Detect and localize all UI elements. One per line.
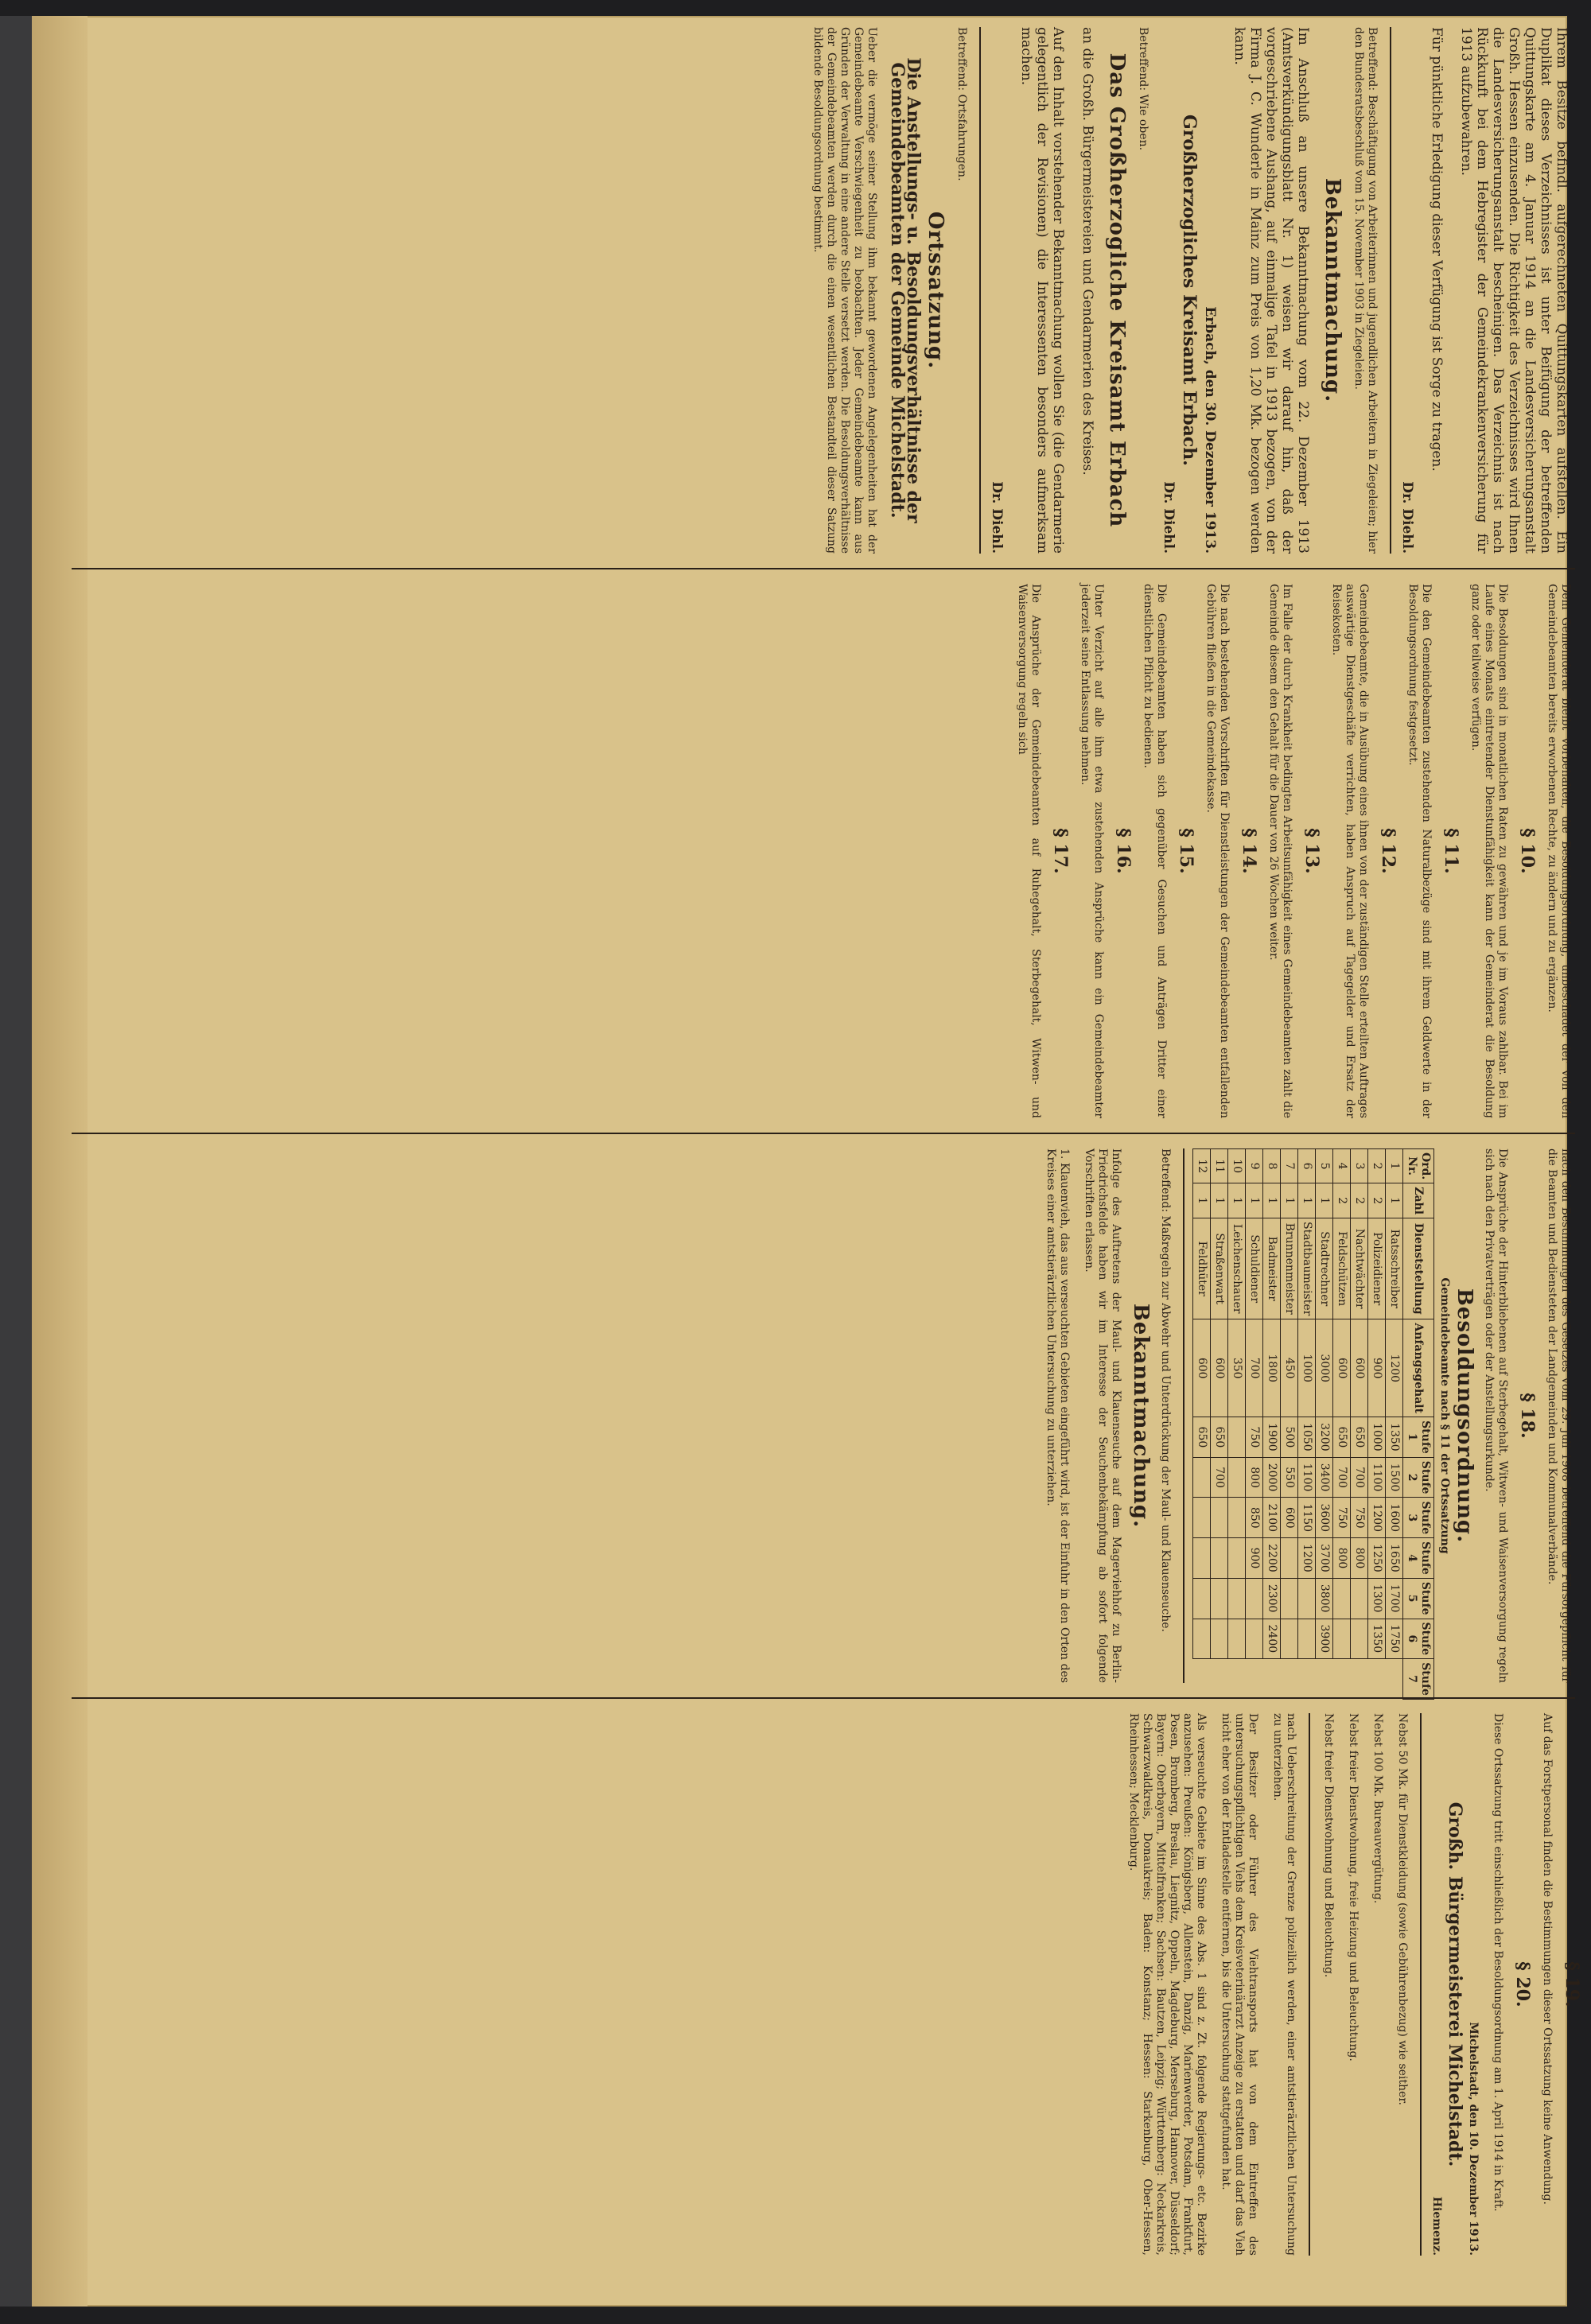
table-cell: 1800: [1263, 1319, 1281, 1417]
table-cell: Nachtwächter: [1351, 1218, 1368, 1319]
table-cell: Schuldiener: [1246, 1218, 1263, 1319]
section-mark: § 17.: [1050, 828, 1071, 874]
table-cell: 1900: [1263, 1417, 1281, 1458]
table-cell: 1200: [1368, 1498, 1386, 1538]
table-cell: Badmeister: [1263, 1218, 1281, 1319]
table-cell: [1281, 1619, 1298, 1659]
table-cell: [1193, 1457, 1211, 1498]
table-cell: Polizeidiener: [1368, 1218, 1386, 1319]
table-cell: [1298, 1578, 1316, 1619]
table-cell: [1193, 1498, 1211, 1538]
table-header-cell: Anfangsgehalt: [1403, 1319, 1434, 1417]
table-cell: 1: [1246, 1183, 1263, 1218]
ordinance-text: Ueber die vermöge seiner Stellung ihm bekannt gewordenen Angelegenheiten hat der Gemeindebeamte Verschwiegenheit zu beobachten. Jeder Gemeindebeamte kann aus Gründen der Verwaltung in eine andere Stelle versetzt werden. Die Besoldungsverhältnisse der Gemeindebeamten werden durch die einen wesentlichen Bestandteil dieser Satzung bildende Besoldungsordnung bestimmt.: [811, 27, 878, 554]
place-date: Michelstadt, den 10. Dezember 1913.: [1467, 2022, 1480, 2256]
table-cell: 900: [1246, 1538, 1263, 1579]
table-cell: [1246, 1578, 1263, 1619]
paragraph-text: Im Falle der durch Krankheit bedingten Arbeitsunfähigkeit eines Gemeindebeamten zahlt die Gemeinde diesem den Gehalt für die Dauer von 26 Wochen weiter.: [1267, 584, 1293, 1118]
section-mark: § 15.: [1176, 828, 1196, 874]
table-cell: Brunnenmeister: [1281, 1218, 1298, 1319]
table-header-cell: Stufe 6: [1403, 1619, 1434, 1659]
table-cell: 1350: [1386, 1417, 1403, 1458]
table-cell: 11: [1211, 1149, 1228, 1183]
salary-table: [1192, 1148, 1434, 1700]
table-cell: 1200: [1298, 1538, 1316, 1579]
table-header-cell: Ord. Nr.: [1403, 1149, 1434, 1183]
subject-line: Betreffend: Ortsfahrungen.: [955, 27, 968, 181]
table-cell: 1200: [1386, 1319, 1403, 1417]
table-cell: [1211, 1538, 1228, 1579]
table-row: [1246, 1149, 1263, 1700]
table-cell: 350: [1228, 1319, 1246, 1417]
table-cell: 800: [1246, 1457, 1263, 1498]
ordinance-subheading: Die Anstellungs- u. Besoldungsverhältnisse der Gemeindebeamten der Gemeinde Michelstadt.: [887, 57, 924, 523]
table-cell: [1193, 1578, 1211, 1619]
table-header-cell: Dienststellung: [1403, 1218, 1434, 1319]
column-1: [56, 16, 1591, 565]
table-cell: [1298, 1619, 1316, 1659]
table-cell: 3600: [1316, 1498, 1333, 1538]
announcement-heading: Bekanntmachung.: [1321, 177, 1344, 403]
table-cell: 1: [1316, 1183, 1333, 1218]
table-row: [1316, 1149, 1333, 1700]
table-cell: [1333, 1578, 1351, 1619]
table-cell: 1: [1193, 1183, 1211, 1218]
table-note: Nebst freier Dienstwohnung, freie Heizung und Beleuchtung.: [1347, 1713, 1360, 2062]
table-cell: [1246, 1619, 1263, 1659]
divider: [1420, 1713, 1422, 2256]
table-row: [1368, 1149, 1386, 1700]
paragraph-text: Die nach bestehenden Vorschriften für Dienstleistungen der Gemeindebeamten entfallenden Gebühren fließen in die Gemeindekasse.: [1204, 584, 1231, 1118]
table-cell: 1: [1281, 1183, 1298, 1218]
table-cell: Stadtrechner: [1316, 1218, 1333, 1319]
table-cell: 10: [1228, 1149, 1246, 1183]
table-cell: 8: [1263, 1149, 1281, 1183]
table-header-cell: Stufe 1: [1403, 1417, 1434, 1458]
paragraph-text: Diese Ortssatzung tritt einschließlich der Besoldungsordnung am 1. April 1914 in Kraft.: [1492, 1713, 1504, 2212]
table-cell: 7: [1281, 1149, 1298, 1183]
table-cell: [1281, 1538, 1298, 1579]
table-cell: 650: [1193, 1417, 1211, 1458]
table-cell: 1100: [1368, 1457, 1386, 1498]
column-4: [56, 1702, 1591, 2267]
paragraph-text: Unter Verzicht auf alle ihm etwa zustehenden Ansprüche kann ein Gemeindebeamter jederzeit seine Entlassung nehmen.: [1079, 584, 1105, 1118]
table-row: [1228, 1149, 1246, 1700]
table-cell: 2100: [1263, 1498, 1281, 1538]
table-cell: 650: [1351, 1417, 1368, 1458]
table-row: [1333, 1149, 1351, 1700]
subject-line: Betreffend: Wie oben.: [1137, 27, 1149, 151]
table-header-cell: Stufe 7: [1403, 1659, 1434, 1700]
announcement-list: 1. Klauenvieh, das aus verseuchten Gebieten eingeführt wird, ist der Einfuhr in den Orten des Kreises einer amtstierärztlichen Untersuchung zu unterziehen.: [1044, 1148, 1071, 1683]
table-cell: 2: [1368, 1149, 1386, 1183]
section-mark: § 11.: [1441, 828, 1461, 874]
table-caption: Gemeindebeamte nach § 11 der Ortssatzung: [1438, 1277, 1451, 1554]
place-date: Erbach, den 30. Dezember 1913.: [1202, 306, 1218, 554]
section-mark: § 10.: [1517, 828, 1538, 874]
table-cell: 1: [1211, 1183, 1228, 1218]
table-cell: 2000: [1263, 1457, 1281, 1498]
paragraph-text: Der Besitzer oder Führer des Viehtransports hat von dem Eintreffen des untersuchungspflichtigen Viehs dem Kreisveterinärarzt Anzeige zu erstatten und darf das Vieh nicht eher von der Entladestelle entfernen, bis die Untersuchung stattgefunden hat.: [1220, 1713, 1259, 2256]
table-cell: 9: [1246, 1149, 1263, 1183]
table-cell: 1: [1386, 1183, 1403, 1218]
table-cell: 500: [1281, 1417, 1298, 1458]
table-row: [1298, 1149, 1316, 1700]
table-cell: 800: [1351, 1538, 1368, 1579]
table-cell: 3200: [1316, 1417, 1333, 1458]
table-cell: 2: [1333, 1183, 1351, 1218]
paragraph-text: Auf das Forstpersonal finden die Bestimmungen dieser Ortssatzung keine Anwendung.: [1541, 1713, 1554, 2205]
table-cell: 750: [1333, 1498, 1351, 1538]
section-mark: § 20.: [1512, 1961, 1533, 2007]
intro-text-2: Für pünktliche Erledigung dieser Verfügung ist Sorge zu tragen.: [1429, 27, 1445, 472]
authority: Großherzogliches Kreisamt Erbach.: [1179, 115, 1200, 466]
paragraph-text: nach Ueberschreitung der Grenze polizeilich werden, einer amtstierärztlichen Untersuchung zu unterziehen.: [1271, 1713, 1297, 2256]
table-row: [1211, 1149, 1228, 1700]
table-cell: 2400: [1263, 1619, 1281, 1659]
table-cell: 700: [1351, 1457, 1368, 1498]
table-cell: [1228, 1619, 1246, 1659]
paragraph-text: Als verseuchte Gebiete im Sinne des Abs. 1 sind z. Zt. folgende Regierungs- etc. Bezirke anzusehen: Preußen: Königsberg, Allenstein, Danzig, Marienwerder, Potsdam, Frankfurt, Posen, Bromberg, Breslau, Liegnitz, Oppeln, Magdeburg, Merseburg, Hannover, Düsseldorf; Bayern: Oberbayern, Mittelfranken; Sachsen: Bautzen, Leipzig; Württemberg: Neckarkreis, Schwarzwaldkreis, Donaukreis; Baden: Konstanz; Hessen: Starkenburg, Ober-Hessen, Rheinhessen; Mecklenburg.: [1127, 1713, 1208, 2256]
table-cell: 2: [1351, 1183, 1368, 1218]
table-cell: 850: [1246, 1498, 1263, 1538]
ordinance-heading: Ortssatzung.: [924, 211, 947, 370]
table-cell: 3800: [1316, 1578, 1333, 1619]
signature: Dr. Diehl.: [1399, 481, 1415, 554]
table-cell: Ratsschreiber: [1386, 1218, 1403, 1319]
table-cell: 1050: [1298, 1417, 1316, 1458]
announcement-text: Im Anschluß an unsere Bekanntmachung vom 22. Dezember 1913 (Amtsverkündigungsblatt Nr. 1) weisen wir darauf hin, daß der vorgeschriebene Aushang, auf einmalige Tafel in 1913 bezogen, von der Firma J. C. Wunderle in Mainz zum Preis von 1,20 Mk. bezogen werden kann.: [1231, 27, 1311, 554]
table-cell: 600: [1281, 1498, 1298, 1538]
table-cell: 2: [1368, 1183, 1386, 1218]
signature: Dr. Diehl.: [989, 481, 1005, 554]
salary-heading: Besoldungsordnung.: [1453, 1288, 1476, 1544]
column-2: [56, 573, 1591, 1129]
table-cell: Feldschützen: [1333, 1218, 1351, 1319]
table-cell: 650: [1333, 1417, 1351, 1458]
table-cell: 1000: [1298, 1319, 1316, 1417]
announcement-text: Infolge des Auftretens der Maul- und Klauenseuche auf dem Magerviehhof zu Berlin-Friedrichsfelde haben wir im Interesse der Seuchenbekämpfung ab sofort folgende Vorschriften erlassen.: [1083, 1148, 1122, 1683]
paragraph-text: Die Gemeindebeamten haben sich gegenüber Gesuchen und Anträgen Dritter einer dienstlichen Pflicht zu bedienen.: [1142, 584, 1168, 1118]
table-cell: 2200: [1263, 1538, 1281, 1579]
paragraph-text: nach den Bestimmungen des Gesetzes vom 29. Juli 1908 betreffend die Fürsorgepflicht für die Beamten und Bediensteten der Landgemeinden und Kommunalverbände.: [1546, 1148, 1572, 1683]
table-cell: [1211, 1498, 1228, 1538]
table-cell: [1333, 1619, 1351, 1659]
subject-line: Betreffend: Beschäftigung von Arbeiterinnen und jugendlichen Arbeitern in Ziegeleien; hier den Bundesratsbeschluß vom 15. November 1903 in Ziegeleien.: [1352, 27, 1379, 554]
table-cell: 1: [1386, 1149, 1403, 1183]
table-cell: 5: [1316, 1149, 1333, 1183]
scanner-edge: [0, 16, 32, 2307]
kreisamt-heading: Das Großherzogliche Kreisamt Erbach: [1105, 52, 1129, 528]
table-cell: [1281, 1578, 1298, 1619]
divider: [979, 27, 981, 554]
table-cell: 800: [1333, 1538, 1351, 1579]
table-row: [1386, 1149, 1403, 1700]
divider: [1183, 1148, 1184, 1683]
column-3: [56, 1137, 1591, 1694]
divider: [1309, 1713, 1310, 2256]
paragraph-text: Die Ansprüche der Gemeindebeamten auf Ruhegehalt, Sterbegehalt, Witwen- und Waisenversorgung regeln sich: [1016, 584, 1042, 1118]
table-cell: 1600: [1386, 1498, 1403, 1538]
table-cell: [1228, 1538, 1246, 1579]
table-cell: 1250: [1368, 1538, 1386, 1579]
table-note: Nebst 100 Mk. Bureauvergütung.: [1371, 1713, 1384, 1904]
table-cell: 1500: [1386, 1457, 1403, 1498]
table-cell: [1193, 1619, 1211, 1659]
kreisamt-subheading: an die Großh. Bürgermeistereien und Gendarmerien des Kreises.: [1079, 27, 1095, 476]
rotated-newspaper-sheet: [56, 0, 1591, 2291]
table-row: [1193, 1149, 1211, 1700]
table-cell: [1211, 1619, 1228, 1659]
table-cell: [1211, 1578, 1228, 1619]
table-row: [1281, 1149, 1298, 1700]
paragraph-text: Dem Gemeinderat bleibt vorbehalten, die Besoldungsordnung, unbeschadet der von den Gemeindebeamten bereits erworbenen Rechte, zu ändern und zu ergänzen.: [1546, 584, 1572, 1118]
subject-line: Betreffend: Maßregeln zur Abwehr und Unterdrückung der Maul- und Klauenseuche.: [1159, 1148, 1172, 1632]
table-cell: 600: [1333, 1319, 1351, 1417]
table-cell: 12: [1193, 1149, 1211, 1183]
table-cell: [1228, 1498, 1246, 1538]
table-cell: 1: [1228, 1183, 1246, 1218]
section-mark: § 13.: [1301, 828, 1322, 874]
table-header-cell: Stufe 2: [1403, 1457, 1434, 1498]
table-header-row: [1403, 1149, 1434, 1700]
table-cell: 700: [1333, 1457, 1351, 1498]
table-cell: [1228, 1457, 1246, 1498]
table-header-cell: Stufe 3: [1403, 1498, 1434, 1538]
table-cell: [1351, 1578, 1368, 1619]
table-cell: Leichenschauer: [1228, 1218, 1246, 1319]
table-cell: [1193, 1538, 1211, 1579]
table-cell: 1650: [1386, 1538, 1403, 1579]
paragraph-text: Gemeindebeamte, die in Ausübung eines ihnen von der zuständigen Stelle erteilten Auftrages auswärtige Dienstgeschäfte verrichten, haben Anspruch auf Tagegelder und Ersatz der Reisekosten.: [1330, 584, 1370, 1118]
column-rule: [72, 568, 1575, 569]
intro-text: Ihrem Besitze befindl. aufgerechneten Quittungskarten aufstellen. Ein Duplikat dieses Verzeichnisses ist unter Beifügung der betreffenden Quittungskarte am 4. Januar 1914 an die Landesversicherungsanstalt Großh. Hessen einzusenden. Die Richtigkeit des Verzeichnisses wird Ihnen die Landesversicherungsanstalt bescheinigen. Das Verzeichnis ist nach Rückkunft bei dem Hebregister der Gemeindekrankenversicherung für 1913 aufzubewahren.: [1458, 27, 1570, 554]
table-cell: Stadtbaumeister: [1298, 1218, 1316, 1319]
authority: Großh. Bürgermeisterei Michelstadt.: [1445, 1801, 1465, 2167]
table-cell: 1150: [1298, 1498, 1316, 1538]
table-cell: 3700: [1316, 1538, 1333, 1579]
table-cell: 600: [1351, 1319, 1368, 1417]
column-rule: [72, 1697, 1575, 1699]
table-cell: 3: [1351, 1149, 1368, 1183]
table-body: [1193, 1149, 1403, 1700]
paragraph-text: Die den Gemeindebeamten zustehenden Naturalbezüge sind mit ihrem Geldwerte in der Besoldungsordnung festgesetzt.: [1406, 584, 1433, 1118]
table-header-cell: Zahl: [1403, 1183, 1434, 1218]
table-cell: 750: [1246, 1417, 1263, 1458]
table-cell: 1300: [1368, 1578, 1386, 1619]
table-header-cell: Stufe 5: [1403, 1578, 1434, 1619]
table-cell: 1100: [1298, 1457, 1316, 1498]
table-cell: 550: [1281, 1457, 1298, 1498]
table-cell: 1750: [1386, 1619, 1403, 1659]
signature: Hiemenz.: [1430, 2196, 1443, 2256]
table-cell: 650: [1211, 1417, 1228, 1458]
table-cell: [1228, 1417, 1246, 1458]
column-rule: [72, 1133, 1575, 1134]
table-row: [1351, 1149, 1368, 1700]
table-cell: Straßenwart: [1211, 1218, 1228, 1319]
section-mark: § 12.: [1378, 828, 1398, 874]
table-cell: 1350: [1368, 1619, 1386, 1659]
paragraph-text: Die Besoldungen sind in monatlichen Raten zu gewähren und je im Voraus zahlbar. Bei im Laufe eines Monats eintretender Dienstunfähigkeit kann der Gemeinderat die Besoldung ganz oder teilweise verfügen.: [1469, 584, 1509, 1118]
table-cell: 1700: [1386, 1578, 1403, 1619]
table-cell: 600: [1211, 1319, 1228, 1417]
table-cell: 6: [1298, 1149, 1316, 1183]
table-cell: 2300: [1263, 1578, 1281, 1619]
signature: Dr. Diehl.: [1161, 481, 1177, 554]
table-row: [1263, 1149, 1281, 1700]
table-cell: [1351, 1619, 1368, 1659]
table-cell: 1: [1298, 1183, 1316, 1218]
table-note: Nebst freier Dienstwohnung und Beleuchtung.: [1322, 1713, 1335, 1978]
table-header-cell: Stufe 4: [1403, 1538, 1434, 1579]
table-cell: 600: [1193, 1319, 1211, 1417]
table-cell: [1228, 1578, 1246, 1619]
divider: [1390, 27, 1391, 554]
table-note: Nebst 50 Mk. für Dienstkleidung (sowie Gebührenbezug) wie seither.: [1396, 1713, 1409, 2105]
table-cell: 450: [1281, 1319, 1298, 1417]
table-cell: 750: [1351, 1498, 1368, 1538]
table-cell: Feldhüter: [1193, 1218, 1211, 1319]
announcement-heading: Bekanntmachung.: [1129, 1303, 1153, 1529]
section-mark: § 19.: [1562, 1961, 1582, 2007]
section-mark: § 18.: [1517, 1393, 1538, 1439]
table-cell: 3000: [1316, 1319, 1333, 1417]
table-cell: 3900: [1316, 1619, 1333, 1659]
section-mark: § 14.: [1239, 828, 1259, 874]
table-cell: 4: [1333, 1149, 1351, 1183]
kreisamt-text: Auf den Inhalt vorstehender Bekanntmachung wollen Sie (die Gendarmerie gelegentlich der Revisionen) die Interessenten besonders aufmerksam machen.: [1018, 27, 1066, 554]
table-cell: 3400: [1316, 1457, 1333, 1498]
table-cell: 900: [1368, 1319, 1386, 1417]
table-cell: 700: [1246, 1319, 1263, 1417]
table-cell: 700: [1211, 1457, 1228, 1498]
table-cell: 1000: [1368, 1417, 1386, 1458]
paragraph-text: Die Ansprüche der Hinterbliebenen auf Sterbegehalt, Witwen- und Waisenversorgung regeln sich nach den Privatverträgen oder der Anstellungsurkunde.: [1483, 1148, 1509, 1683]
section-mark: § 16.: [1113, 828, 1134, 874]
table-cell: 1: [1263, 1183, 1281, 1218]
